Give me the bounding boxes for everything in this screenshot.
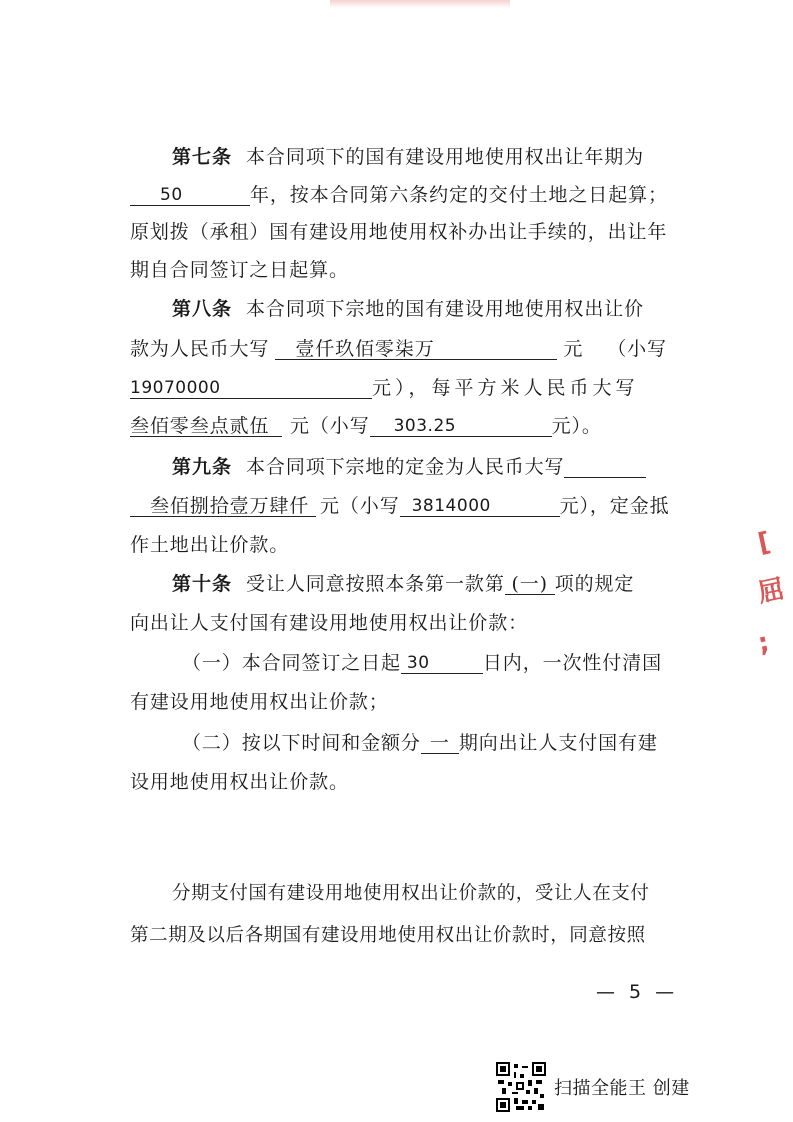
- article10-line1: 第十条 受让人同意按照本条第一款第 (一) 项的规定: [172, 573, 635, 595]
- scanner-watermark-text: 扫描全能王 创建: [554, 1078, 690, 1099]
- payment-option: (一): [511, 573, 548, 595]
- qr-code-icon: [496, 1062, 546, 1112]
- installment-line2: 第二期及以后各期国有建设用地使用权出让价款时，同意按照: [130, 925, 646, 946]
- article10-item1-line2: 有建设用地使用权出让价款；: [130, 691, 389, 713]
- article7-line4: 期自合同签订之日起算。: [130, 259, 349, 281]
- article10-item2-line2: 设用地使用权出让价款。: [130, 771, 349, 793]
- unit-price-upper: 叁佰零叁点贰伍: [130, 415, 270, 437]
- payment-days: 30: [406, 653, 430, 673]
- article9-line1: 第九条 本合同项下宗地的定金为人民币大写: [130, 455, 670, 479]
- article7-line1: 第七条 本合同项下的国有建设用地使用权出让年期为: [172, 146, 645, 168]
- installment-periods: 一: [429, 732, 450, 754]
- red-seal-fragment: [ 屈 ;: [755, 527, 788, 659]
- scanner-watermark: [496, 1060, 690, 1114]
- term-years: 50: [160, 185, 183, 205]
- article8-line2: 款为人民币大写 壹仟玖佰零柒万 元 （小写: [130, 338, 667, 360]
- article7-heading: 第七条: [172, 146, 233, 168]
- article8-line4: 叁佰零叁点贰伍 元（小写 303.25 元）。: [130, 415, 602, 437]
- article10-item2-line1: （二）按以下时间和金额分 一 期向出让人支付国有建: [182, 732, 658, 754]
- article10-heading: 第十条: [172, 573, 233, 595]
- scan-edge-mark: [330, 0, 510, 8]
- article9-line2: 叁佰捌拾壹万肆仟 元（小写 3814000 元），定金抵: [130, 494, 670, 518]
- article8-line3: 19070000 元），每平方米人民币大写: [130, 377, 639, 399]
- installment-line1: 分期支付国有建设用地使用权出让价款的，受让人在支付: [172, 883, 650, 904]
- article8-heading: 第八条: [172, 298, 233, 320]
- article7-line3: 原划拨（承租）国有建设用地使用权补办出让手续的，出让年: [130, 221, 668, 243]
- unit-price-lower: 303.25: [393, 416, 457, 436]
- deposit-lower: 3814000: [411, 496, 491, 516]
- article9-line3: 作土地出让价款。: [130, 534, 290, 556]
- article10-item1-line1: （一）本合同签订之日起 30 日内，一次性付清国: [182, 652, 663, 674]
- total-price-upper: 壹仟玖佰零柒万: [295, 338, 435, 360]
- total-price-lower: 19070000: [130, 378, 221, 398]
- deposit-upper: 叁佰捌拾壹万肆仟: [150, 495, 310, 517]
- article10-line2: 向出让人支付国有建设用地使用权出让价款：: [130, 612, 529, 634]
- page-number: — 5 —: [596, 981, 679, 1003]
- article8-line1: 第八条 本合同项下宗地的国有建设用地使用权出让价: [172, 298, 645, 320]
- article9-heading: 第九条: [172, 456, 233, 478]
- article7-line2: 50 年，按本合同第六条约定的交付土地之日起算；: [130, 183, 670, 207]
